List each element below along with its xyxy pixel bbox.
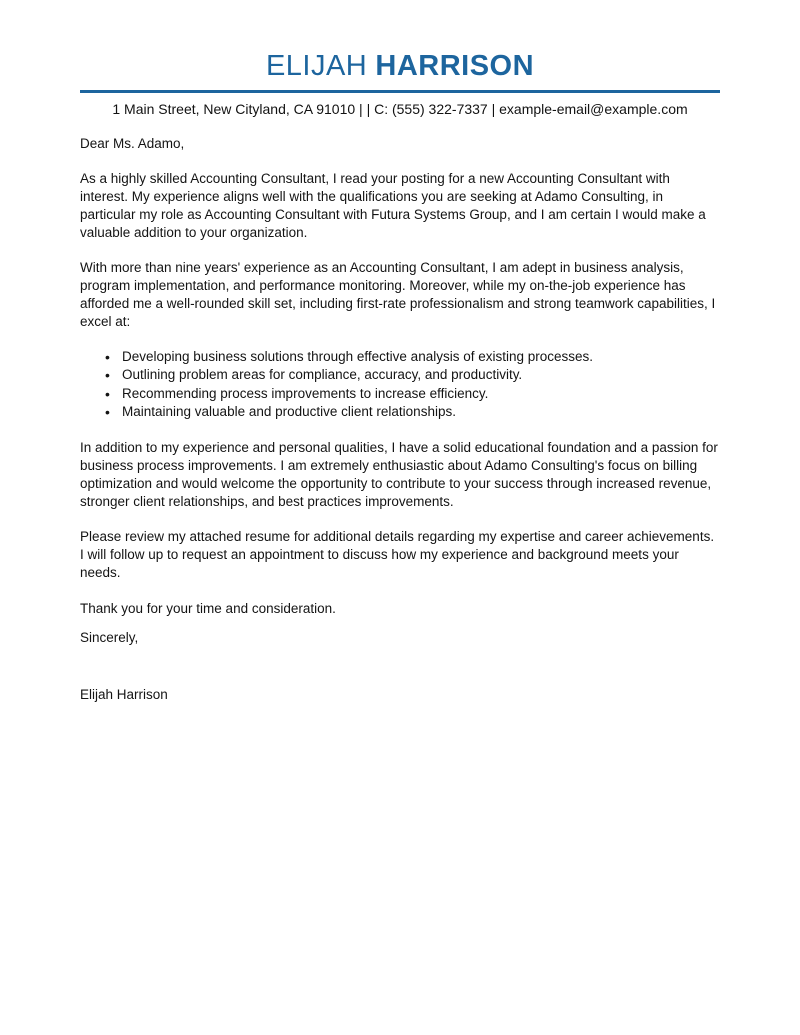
thank-you-line: Thank you for your time and consideration. <box>80 600 336 616</box>
header-divider <box>80 90 720 93</box>
last-name: HARRISON <box>375 50 535 82</box>
signature-name: Elijah Harrison <box>80 686 168 702</box>
bullet-item: • Recommending process improvements to increase efficiency. <box>122 385 720 404</box>
page-title <box>80 52 720 82</box>
skills-bullet-list <box>80 348 720 422</box>
paragraph-education: In addition to my experience and personal qualities, I have a solid educational foundation and a passion for business process improvements. I am extremely enthusiastic about Adamo Consulting's focus on billing optimization and would welcome the opportunity to contribute to your success through increased revenue, stronger client relationships, and best practices improvements. <box>80 439 718 509</box>
valediction: Sincerely, <box>80 629 139 645</box>
contact-line: 1 Main Street, New Cityland, CA 91010 | | C: (555) 322-7337 | example-email@example.com <box>112 100 688 117</box>
paragraph-intro: As a highly skilled Accounting Consultant, I read your posting for a new Accounting Consultant with interest. My experience aligns well with the qualifications you are seeking at Adamo Consulting, in particular my role as Accounting Consultant with Futura Systems Group, and I am certain I would make a valuable addition to your organization. <box>80 170 706 240</box>
bullet-item: • Outlining problem areas for compliance, accuracy, and productivity. <box>122 366 720 385</box>
salutation: Dear Ms. Adamo, <box>80 135 185 151</box>
paragraph-followup: Please review my attached resume for additional details regarding my expertise and career achievements. I will follow up to request an appointment to discuss how my experience and background meets your needs. <box>80 528 715 580</box>
bullet-item: • Developing business solutions through effective analysis of existing processes. <box>122 348 720 367</box>
bullet-item: • Maintaining valuable and productive client relationships. <box>122 403 720 422</box>
first-name: ELIJAH <box>265 50 368 82</box>
letter-body <box>80 135 720 704</box>
paragraph-experience: With more than nine years' experience as an Accounting Consultant, I am adept in business analysis, program implementation, and performance monitoring. Moreover, while my on-the-job experience has afforded me a well-rounded skill set, including first-rate professionalism and strong teamwork capabilities, I excel at: <box>80 259 716 329</box>
